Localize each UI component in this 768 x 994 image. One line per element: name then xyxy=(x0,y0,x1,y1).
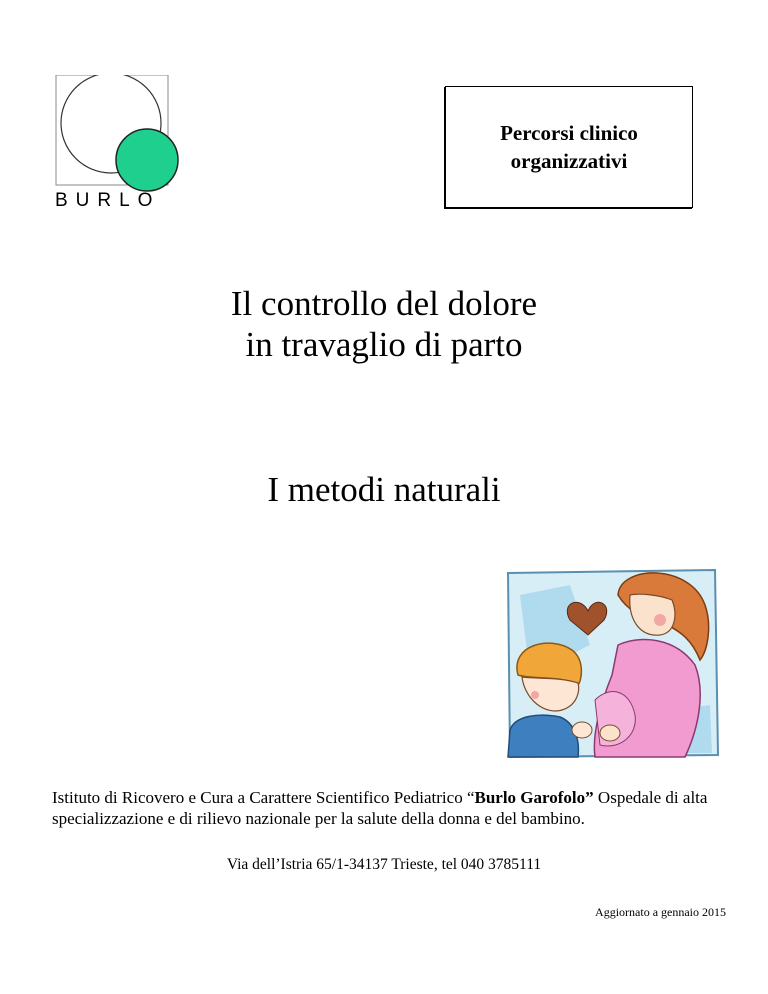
institute-description xyxy=(52,787,722,829)
category-line-1: Percorsi clinico xyxy=(500,121,638,145)
mother-and-child-illustration xyxy=(500,565,722,760)
burlo-logo-icon xyxy=(55,75,195,195)
burlo-logo xyxy=(55,75,195,220)
title-line-1: Il controllo del dolore xyxy=(230,284,538,323)
logo-wordmark: BURLO xyxy=(55,190,161,211)
page-subtitle: I metodi naturali xyxy=(267,470,501,509)
updated-date: Aggiornato a gennaio 2015 xyxy=(595,905,726,919)
category-line-2: organizzativi xyxy=(510,149,628,173)
institute-intro: Istituto di Ricovero e Cura a Carattere Scientifico Pediatrico “ xyxy=(52,788,475,807)
institute-tagline: Ospedale di alta specializzazione e di rilievo nazionale per la salute della donna e del bambino. xyxy=(52,788,708,828)
title-line-2: in travaglio di parto xyxy=(245,325,523,364)
page-title xyxy=(0,283,768,365)
category-box xyxy=(445,86,693,208)
institute-name: Burlo Garofolo” xyxy=(474,788,594,807)
address: Via dell’Istria 65/1-34137 Trieste, tel 040 3785111 xyxy=(226,856,542,873)
mother-child-icon xyxy=(500,565,722,760)
